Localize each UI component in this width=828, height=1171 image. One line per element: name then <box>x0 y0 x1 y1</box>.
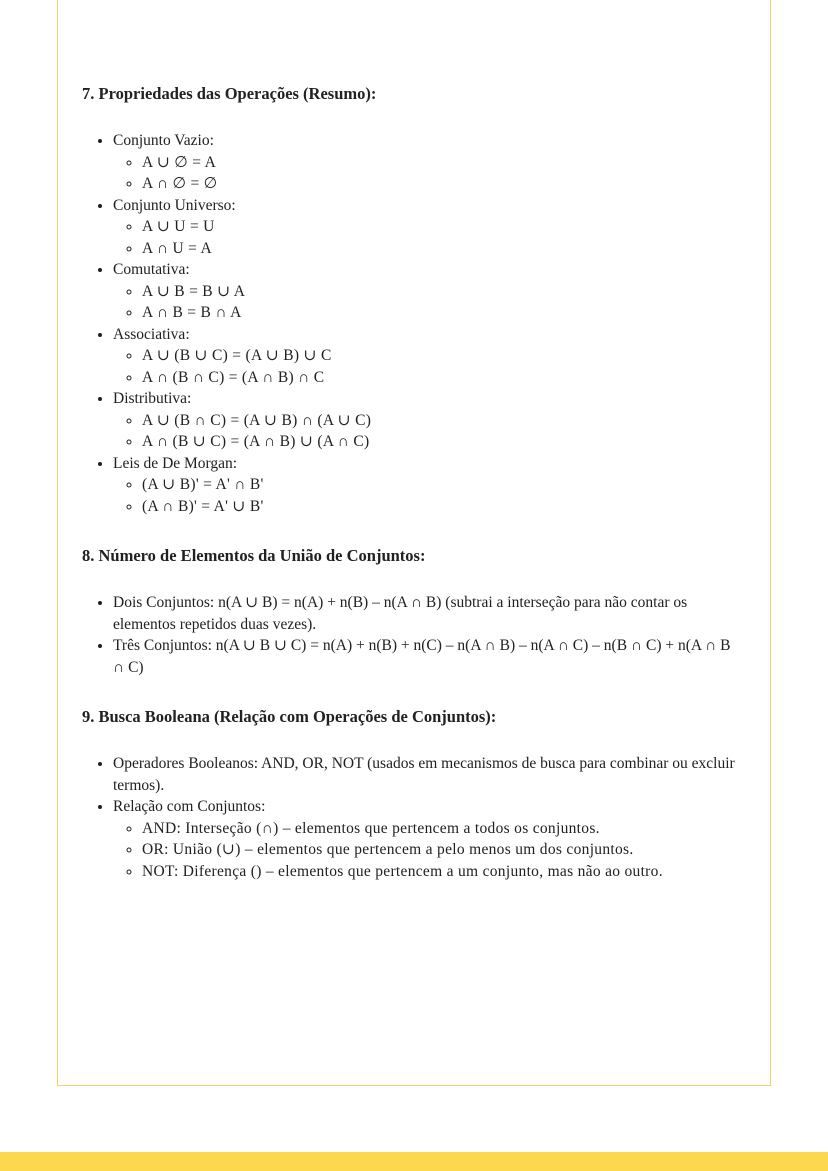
list-item <box>113 753 744 796</box>
list-item-text: Distributiva: <box>113 390 192 407</box>
sub-bullet-list <box>113 474 744 517</box>
list-item <box>113 130 744 195</box>
section-heading-9: 9. Busca Booleana (Relação com Operações de Conjuntos): <box>82 707 497 726</box>
sub-bullet-list <box>113 216 744 259</box>
sub-list-item: ◦ A ∪ B = B ∪ A <box>142 281 744 303</box>
sub-list-item: ◦ A ∪ U = U <box>142 216 744 238</box>
list-item-text: Conjunto Vazio: <box>113 132 214 149</box>
document-page <box>57 0 771 1086</box>
list-item <box>113 796 744 882</box>
list-item <box>113 388 744 453</box>
list-item <box>113 195 744 260</box>
list-item <box>113 453 744 518</box>
list-item-text: Relação com Conjuntos: <box>113 798 266 815</box>
list-item-text: Comutativa: <box>113 261 190 278</box>
sub-bullet-list <box>113 410 744 453</box>
sub-list-item: ◦ A ∪ ∅ = A <box>142 152 744 174</box>
sub-bullet-list <box>113 818 744 883</box>
list-item-text: Conjunto Universo: <box>113 196 236 214</box>
list-item-text: Associativa: <box>113 325 190 343</box>
sub-list-item: ◦ A ∩ B = B ∩ A <box>142 302 744 324</box>
sub-bullet-list <box>113 152 744 195</box>
bullet-list <box>82 130 744 517</box>
sub-list-item: ◦ A ∩ (B ∪ C) = (A ∩ B) ∪ (A ∩ C) <box>142 431 744 453</box>
section-heading-7: 7. Propriedades das Operações (Resumo): <box>82 84 377 103</box>
sub-list-item: ◦ A ∩ U = A <box>142 238 744 260</box>
list-item-text: Leis de De Morgan: <box>113 454 238 472</box>
sub-list-item: ◦ OR: União (∪) – elementos que pertencem a pelo menos um dos conjuntos. <box>142 839 744 861</box>
list-item-text: Dois Conjuntos: n(A ∪ B) = n(A) + n(B) – n(A ∩ B) (subtrai a interseção para não contar os elementos repetidos duas vezes). <box>113 594 688 633</box>
list-item-text: Três Conjuntos: n(A ∪ B ∪ C) = n(A) + n(B) + n(C) – n(A ∩ B) – n(A ∩ C) – n(B ∩ C) + n(A ∩ B ∩ C) <box>113 637 731 676</box>
list-item <box>113 324 744 389</box>
sub-list-item: ◦ A ∩ ∅ = ∅ <box>142 173 744 195</box>
list-item <box>113 259 744 324</box>
sub-list-item: ◦ (A ∩ B)' = A' ∪ B' <box>142 496 744 518</box>
list-item <box>113 592 744 635</box>
list-item-text: Operadores Booleanos: AND, OR, NOT (usados em mecanismos de busca para combinar ou excluir termos). <box>113 755 735 794</box>
document-content <box>58 0 770 882</box>
bullet-list <box>82 753 744 882</box>
section-heading-8: 8. Número de Elementos da União de Conjuntos: <box>82 546 426 565</box>
sub-bullet-list <box>113 281 744 324</box>
sub-list-item: ◦ A ∩ (B ∩ C) = (A ∩ B) ∩ C <box>142 367 744 389</box>
sub-list-item: ◦ AND: Interseção (∩) – elementos que pertencem a todos os conjuntos. <box>142 818 744 840</box>
list-item <box>113 635 744 678</box>
sub-list-item: ◦ (A ∪ B)' = A' ∩ B' <box>142 474 744 496</box>
sub-list-item: ◦ A ∪ (B ∪ C) = (A ∪ B) ∪ C <box>142 345 744 367</box>
bullet-list <box>82 592 744 678</box>
sub-list-item: ◦ A ∪ (B ∩ C) = (A ∪ B) ∩ (A ∪ C) <box>142 410 744 432</box>
sub-bullet-list <box>113 345 744 388</box>
sub-list-item: ◦ NOT: Diferença () – elementos que pertencem a um conjunto, mas não ao outro. <box>142 861 744 883</box>
bottom-accent-bar <box>0 1152 828 1171</box>
